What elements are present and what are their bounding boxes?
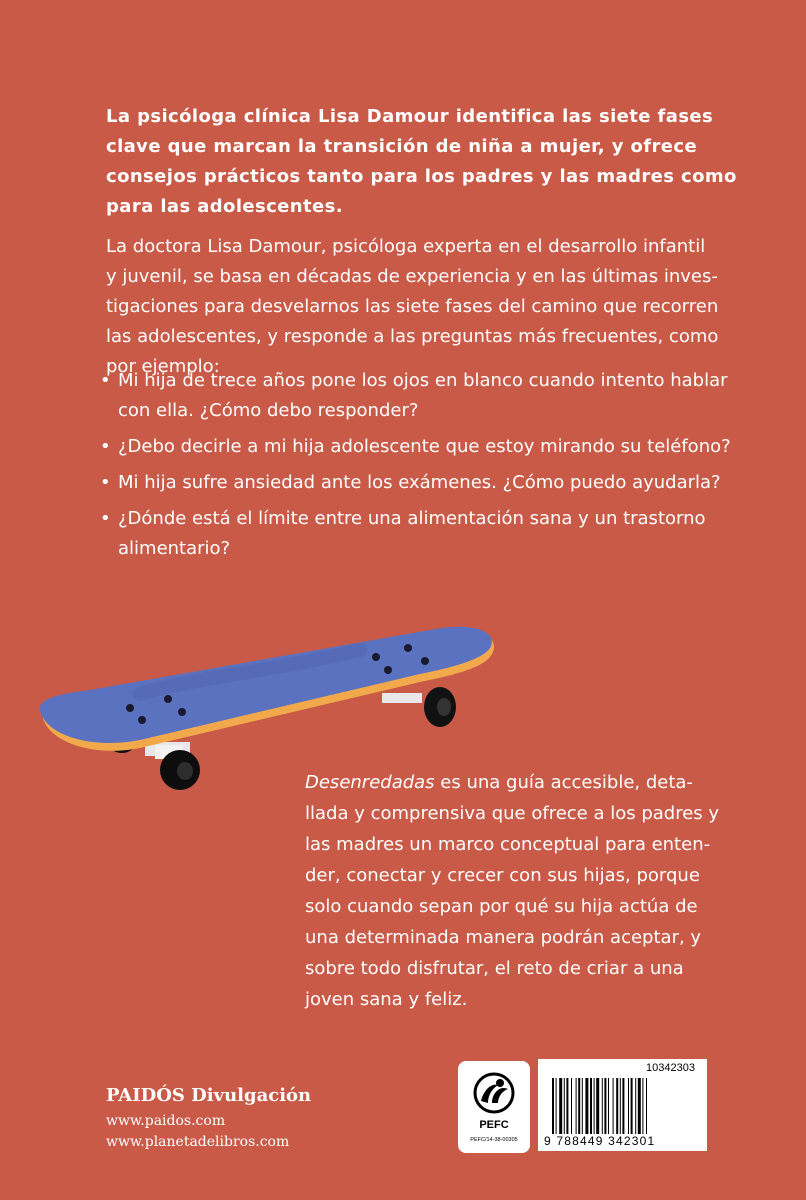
book-title: Desenredadas — [305, 772, 435, 793]
intro-paragraph — [106, 232, 719, 382]
publisher-url[interactable]: www.planetadelibros.com — [106, 1134, 290, 1150]
bolt-icon — [372, 653, 380, 661]
barcode-bar — [622, 1078, 624, 1134]
barcode-bar — [564, 1078, 565, 1134]
description-line: las madres un marco conceptual para enten- — [305, 834, 711, 855]
description-line: llada y comprensiva que ofrece a los padres y — [305, 803, 720, 824]
barcode-bar — [646, 1078, 647, 1134]
barcode-bar — [616, 1078, 618, 1134]
intro-line: por ejemplo: — [106, 356, 220, 377]
lead-line: consejos prácticos tanto para los padres y las madres como — [106, 166, 737, 187]
question-line: ¿Debo decirle a mi hija adolescente que estoy mirando su teléfono? — [118, 436, 731, 457]
description-line — [305, 767, 725, 798]
bullet-icon: • — [100, 436, 111, 457]
barcode-bar — [638, 1078, 641, 1134]
barcode-bar — [559, 1078, 562, 1134]
intro-line: La doctora Lisa Damour, psicóloga experta en el desarrollo infantil — [106, 236, 706, 257]
barcode-bar — [628, 1078, 629, 1134]
bullet-icon: • — [100, 370, 111, 391]
description-line: joven sana y feliz. — [305, 989, 468, 1010]
barcode-bar — [585, 1078, 588, 1134]
question-line: Mi hija de trece años pone los ojos en blanco cuando intento hablar — [118, 370, 728, 391]
description-line: solo cuando sepan por qué su hija actúa de — [305, 896, 698, 917]
barcode-bar — [594, 1078, 595, 1134]
barcode — [538, 1059, 707, 1151]
lead-paragraph — [106, 102, 737, 222]
barcode-bar — [552, 1078, 554, 1134]
barcode-bar — [596, 1078, 599, 1134]
lead-line: La psicóloga clínica Lisa Damour identifica las siete fases — [106, 106, 714, 127]
deck-top — [40, 627, 492, 743]
question-line: con ella. ¿Cómo debo responder? — [118, 400, 419, 421]
description-line: der, conectar y crecer con sus hijas, porque — [305, 865, 700, 886]
lead-line: para las adolescentes. — [106, 196, 343, 217]
question-item — [100, 432, 731, 462]
intro-line: las adolescentes, y responde a las preguntas más frecuentes, como — [106, 326, 719, 347]
barcode-bar — [571, 1078, 572, 1134]
pefc-tree-icon — [472, 1071, 516, 1115]
barcode-bar — [576, 1078, 577, 1134]
bullet-icon: • — [100, 472, 111, 493]
barcode-bar — [566, 1078, 568, 1134]
publisher-name: PAIDÓS Divulgación — [106, 1085, 312, 1106]
barcode-bar — [635, 1078, 636, 1134]
bolt-icon — [178, 708, 186, 716]
description-line: una determinada manera podrán aceptar, y — [305, 927, 702, 948]
intro-line: tigaciones para desvelarnos las siete fases del camino que recorren — [106, 296, 719, 317]
barcode-bar — [604, 1078, 606, 1134]
question-line: alimentario? — [118, 538, 231, 559]
description-line: sobre todo disfrutar, el reto de criar a una — [305, 958, 684, 979]
barcode-number: 10342303 — [646, 1062, 695, 1074]
isbn-text: 9 788449 342301 — [544, 1134, 656, 1148]
barcode-bar — [620, 1078, 621, 1134]
bolt-icon — [421, 657, 429, 665]
bolt-icon — [164, 695, 172, 703]
barcode-bar — [578, 1078, 580, 1134]
bolt-icon — [384, 666, 392, 674]
publisher-url[interactable]: www.paidos.com — [106, 1113, 226, 1129]
bolt-icon — [138, 716, 146, 724]
description-paragraph — [305, 767, 725, 1015]
publisher-urls — [106, 1111, 289, 1153]
pefc-label: PEFC — [479, 1119, 509, 1131]
question-item — [100, 366, 728, 426]
barcode-bar — [582, 1078, 583, 1134]
barcode-bar — [642, 1078, 643, 1134]
bolt-icon — [126, 704, 134, 712]
barcode-bar — [590, 1078, 592, 1134]
barcode-bar — [613, 1078, 614, 1134]
truck-back — [382, 693, 422, 703]
barcode-bars — [552, 1078, 694, 1134]
question-line: Mi hija sufre ansiedad ante los exámenes. ¿Cómo puedo ayudarla? — [118, 472, 721, 493]
question-list — [100, 366, 731, 570]
barcode-bar — [556, 1078, 557, 1134]
pefc-badge — [458, 1061, 530, 1153]
barcode-bar — [608, 1078, 609, 1134]
bolt-icon — [404, 644, 412, 652]
intro-line: y juvenil, se basa en décadas de experiencia y en las últimas inves- — [106, 266, 718, 287]
barcode-bar — [631, 1078, 633, 1134]
question-item — [100, 504, 720, 564]
question-item — [100, 468, 720, 498]
bullet-icon: • — [100, 508, 111, 529]
question-line: ¿Dónde está el límite entre una alimentación sana y un trastorno — [118, 508, 706, 529]
barcode-bar — [602, 1078, 603, 1134]
description-text: es una guía accesible, deta- — [434, 772, 693, 793]
lead-line: clave que marcan la transición de niña a mujer, y ofrece — [106, 136, 698, 157]
pefc-code: PEFC/14-38-00305 — [470, 1137, 518, 1143]
